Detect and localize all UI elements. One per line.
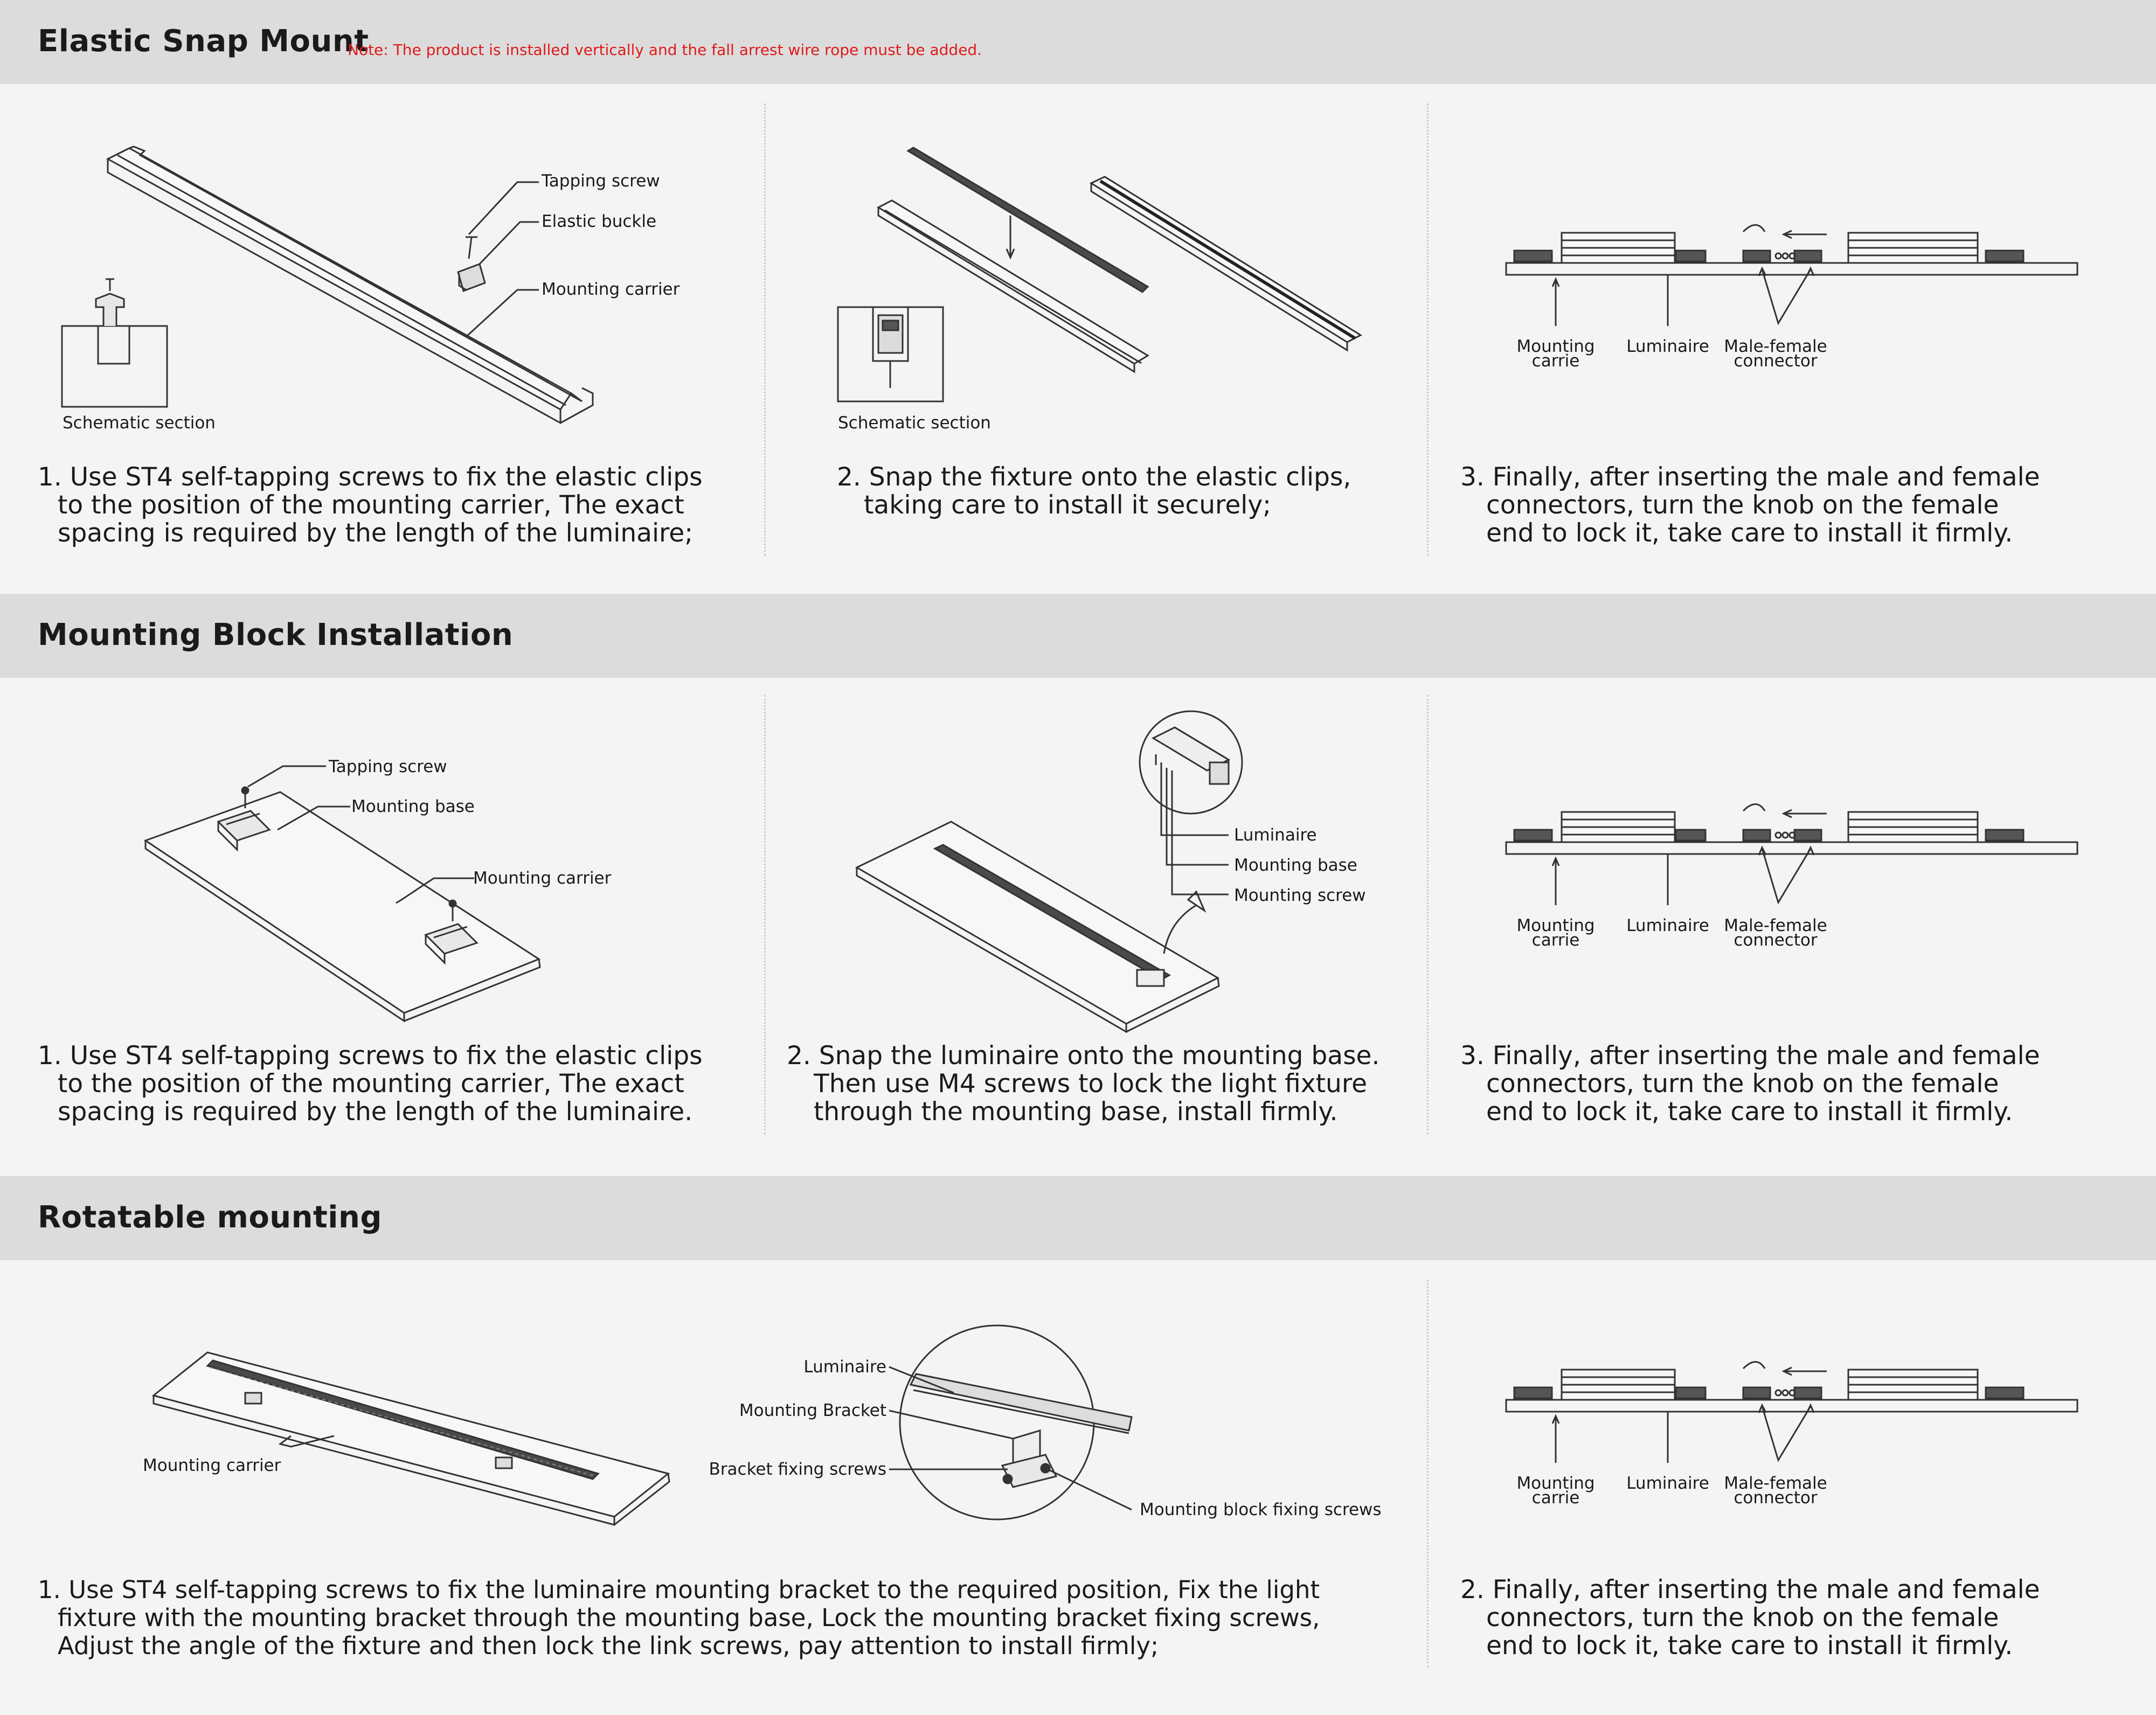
connector-diagram — [1498, 1358, 2085, 1519]
label-schematic-section: Schematic section — [838, 413, 991, 433]
rotatable-step1-detail — [701, 1315, 1412, 1530]
label-male-female: Male-female — [1724, 1474, 1827, 1493]
step-text-line: spacing is required by the length of the luminaire. — [58, 1097, 693, 1127]
label-mounting: Mounting — [1516, 337, 1595, 356]
section-title: Rotatable mounting — [38, 1200, 382, 1235]
mounting-block-step2-illustration — [851, 706, 1406, 1040]
label-mounting-carrier: Mounting carrier — [473, 869, 612, 888]
label-mounting-carrier: Mounting carrier — [542, 280, 680, 299]
label-mounting-carrier: Mounting carrier — [143, 1456, 281, 1475]
step-text-line: connectors, turn the knob on the female — [1486, 490, 1999, 520]
step-text-line: 1. Use ST4 self-tapping screws to fix the luminaire mounting bracket to the required position, Fix the light — [38, 1575, 1320, 1604]
column-divider — [764, 695, 766, 1134]
step-text-line: 2. Finally, after inserting the male and female — [1460, 1575, 2040, 1605]
connector-diagram — [1498, 800, 2085, 962]
installation-note: Note: The product is installed vertically and the fall arrest wire rope must be added. — [348, 41, 982, 59]
step-text-line: 3. Finally, after inserting the male and female — [1460, 1041, 2040, 1071]
step-text-line: 1. Use ST4 self-tapping screws to fix the elastic clips — [38, 1041, 703, 1071]
step-1-description — [38, 1042, 703, 1126]
label-luminaire: Luminaire — [1626, 1474, 1709, 1493]
step-text-line: end to lock it, take care to install it firmly. — [1486, 518, 2013, 548]
label-luminaire: Luminaire — [803, 1357, 886, 1377]
step-text-line: taking care to install it securely; — [864, 490, 1271, 520]
label-connector: connector — [1734, 1488, 1818, 1508]
label-connector: connector — [1734, 351, 1818, 371]
label-bracket-fixing-screws: Bracket fixing screws — [709, 1460, 886, 1479]
column-divider — [1427, 695, 1429, 1134]
column-divider — [1427, 103, 1429, 556]
step-text-line: end to lock it, take care to install it firmly. — [1486, 1097, 2013, 1127]
step-1-description — [38, 1576, 1320, 1660]
step-text-line: connectors, turn the knob on the female — [1486, 1069, 1999, 1099]
label-mounting-screw: Mounting screw — [1234, 886, 1366, 905]
label-luminaire: Luminaire — [1626, 916, 1709, 935]
label-carrie: carrie — [1531, 931, 1580, 950]
step-3-description — [1460, 1042, 2040, 1126]
rotatable-step1-illustration — [135, 1342, 684, 1536]
label-mounting: Mounting — [1516, 1474, 1595, 1493]
connector-diagram — [1498, 221, 2085, 383]
step-text-line: fixture with the mounting bracket through the mounting base, Lock the mounting bracket fixing screws, — [58, 1603, 1320, 1632]
section-header-elastic-snap-mount — [0, 0, 2156, 84]
step-1-description — [38, 463, 703, 547]
step-text-line: to the position of the mounting carrier, The exact — [58, 1069, 684, 1099]
label-mounting-base: Mounting base — [351, 797, 475, 816]
step-2-description — [837, 463, 1351, 519]
section-header-mounting-block — [0, 594, 2156, 678]
step-text-line: 2. Snap the fixture onto the elastic clips, — [837, 462, 1351, 492]
step-text-line: end to lock it, take care to install it firmly. — [1486, 1631, 2013, 1661]
label-carrie: carrie — [1531, 351, 1580, 371]
label-male-female: Male-female — [1724, 337, 1827, 356]
label-luminaire: Luminaire — [1234, 825, 1317, 845]
step-text-line: Then use M4 screws to lock the light fixture — [814, 1069, 1368, 1099]
label-mounting: Mounting — [1516, 916, 1595, 935]
column-divider — [1427, 1280, 1429, 1668]
label-schematic-section: Schematic section — [63, 413, 216, 433]
section-title: Mounting Block Installation — [38, 617, 514, 652]
label-tapping-screw: Tapping screw — [542, 171, 660, 191]
step-text-line: connectors, turn the knob on the female — [1486, 1603, 1999, 1633]
step-2-description — [1460, 1576, 2040, 1660]
label-connector: connector — [1734, 931, 1818, 950]
label-mounting-bracket: Mounting Bracket — [739, 1401, 886, 1420]
elastic-snap-step2-illustration — [824, 135, 1417, 442]
step-text-line: 2. Snap the luminaire onto the mounting base. — [787, 1041, 1380, 1071]
step-2-description — [787, 1042, 1379, 1126]
label-elastic-buckle: Elastic buckle — [542, 212, 657, 231]
label-tapping-screw: Tapping screw — [329, 757, 447, 776]
step-text-line: spacing is required by the length of the luminaire; — [58, 518, 694, 548]
step-text-line: to the position of the mounting carrier, The exact — [58, 490, 684, 520]
label-mounting-base: Mounting base — [1234, 856, 1357, 875]
column-divider — [764, 103, 766, 556]
section-title: Elastic Snap Mount — [38, 24, 369, 59]
step-text-line: 3. Finally, after inserting the male and female — [1460, 462, 2040, 492]
label-mounting-block-fixing-screws: Mounting block fixing screws — [1140, 1500, 1382, 1519]
step-3-description — [1460, 463, 2040, 547]
step-text-line: Adjust the angle of the fixture and then lock the link screws, pay attention to install firmly; — [58, 1631, 1159, 1660]
label-carrie: carrie — [1531, 1488, 1580, 1508]
label-luminaire: Luminaire — [1626, 337, 1709, 356]
label-male-female: Male-female — [1724, 916, 1827, 935]
mounting-block-step1-illustration — [135, 749, 674, 1029]
step-text-line: through the mounting base, install firmly. — [814, 1097, 1338, 1127]
elastic-snap-step1-illustration — [54, 129, 722, 442]
section-header-rotatable-mounting — [0, 1176, 2156, 1260]
step-text-line: 1. Use ST4 self-tapping screws to fix the elastic clips — [38, 462, 703, 492]
